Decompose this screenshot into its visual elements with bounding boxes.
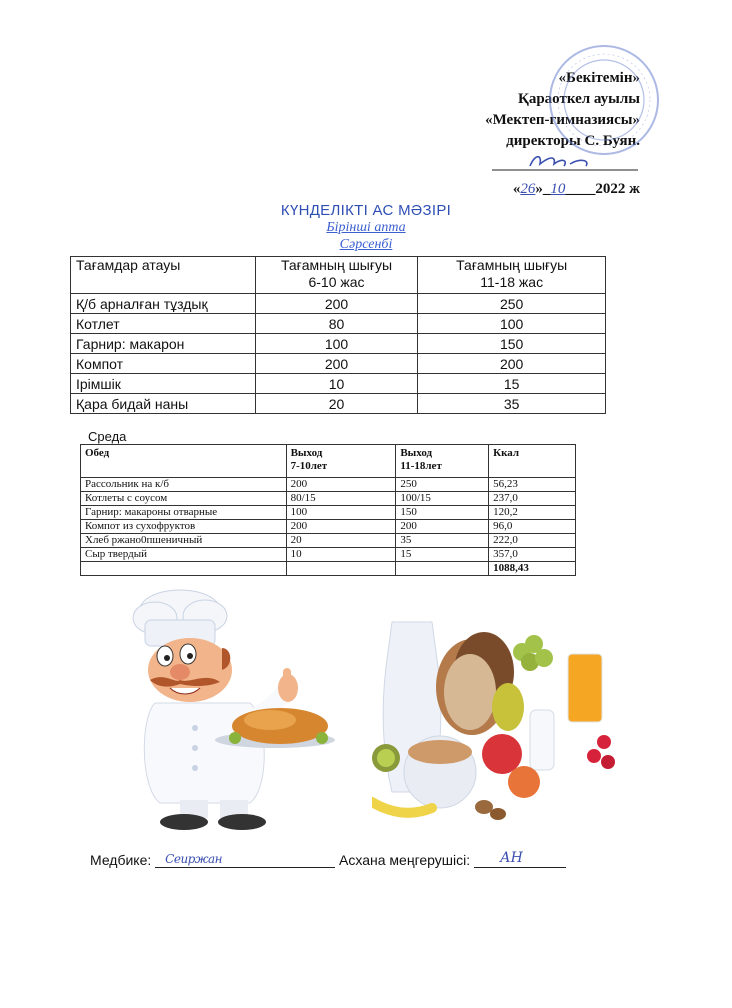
chef-illustration-icon xyxy=(110,588,360,833)
director-signature-icon xyxy=(490,152,640,172)
table-row: Рассольник на к/б 200 250 56,23 xyxy=(81,478,576,492)
table-row: Компот из сухофруктов 200 200 96,0 xyxy=(81,520,576,534)
total-row xyxy=(81,562,576,576)
approval-title: «Бекітемін» xyxy=(558,70,640,86)
header-output-7-10: Выход 7-10лет xyxy=(286,445,396,478)
kitchen-manager-label: Асхана меңгерушісі: xyxy=(339,852,471,868)
table-row: Қ/б арналған тұздық 200 250 xyxy=(71,294,606,314)
table-header-row xyxy=(71,257,606,294)
russian-menu-table xyxy=(80,444,576,576)
table-row: Ірімшік 10 15 xyxy=(71,374,606,394)
date-month: 10 xyxy=(550,181,566,197)
kitchen-signature-line xyxy=(474,850,566,868)
header-portion-6-10: Тағамның шығуы 6-10 жас xyxy=(255,257,418,294)
table-row: Хлеб ржано0пшеничный 20 35 222,0 xyxy=(81,534,576,548)
header-kcal: Ккал xyxy=(489,445,576,478)
header-dish-name: Тағамдар атауы xyxy=(71,257,256,294)
table-row: Котлет 80 100 xyxy=(71,314,606,334)
nurse-signature-line xyxy=(155,853,335,868)
menu-title: КҮНДЕЛІКТІ АС МӘЗІРІ xyxy=(280,202,452,219)
table-row: Котлеты с соусом 80/15 100/15 237,0 xyxy=(81,492,576,506)
approval-school: «Мектеп-гимназиясы» xyxy=(485,112,640,128)
table-row: Қара бидай наны 20 35 xyxy=(71,394,606,414)
menu-day: Сәрсенбі xyxy=(339,237,393,252)
footer-signatures xyxy=(90,852,566,868)
table-header-row xyxy=(81,445,576,478)
header-portion-11-18: Тағамның шығуы 11-18 жас xyxy=(418,257,606,294)
header-lunch: Обед xyxy=(81,445,287,478)
approval-block xyxy=(485,68,640,200)
header-output-11-18: Выход 11-18лет xyxy=(396,445,489,478)
approval-date: «26»_10____2022 ж xyxy=(512,181,640,197)
table-row: Компот 200 200 xyxy=(71,354,606,374)
nurse-label: Медбике: xyxy=(90,852,152,868)
russian-table-caption: Среда xyxy=(88,429,127,444)
kazakh-menu-table xyxy=(70,256,606,414)
menu-heading xyxy=(0,202,732,253)
table-row: Гарнир: макарон 100 150 xyxy=(71,334,606,354)
table-row: Сыр твердый 10 15 357,0 xyxy=(81,548,576,562)
table-row: Гарнир: макароны отварные 100 150 120,2 xyxy=(81,506,576,520)
director-signature-line xyxy=(485,152,640,179)
menu-week: Бірінші апта xyxy=(326,220,406,235)
approval-village: Қараоткел ауылы xyxy=(517,91,640,107)
kitchen-signature: АН xyxy=(500,850,523,866)
food-illustration-icon xyxy=(372,592,628,834)
nurse-signature: Сеиржан xyxy=(165,852,223,866)
date-day: 26 xyxy=(520,181,536,197)
total-kcal: 1088,43 xyxy=(489,562,576,576)
approval-director: директоры С. Буян. xyxy=(506,133,640,149)
